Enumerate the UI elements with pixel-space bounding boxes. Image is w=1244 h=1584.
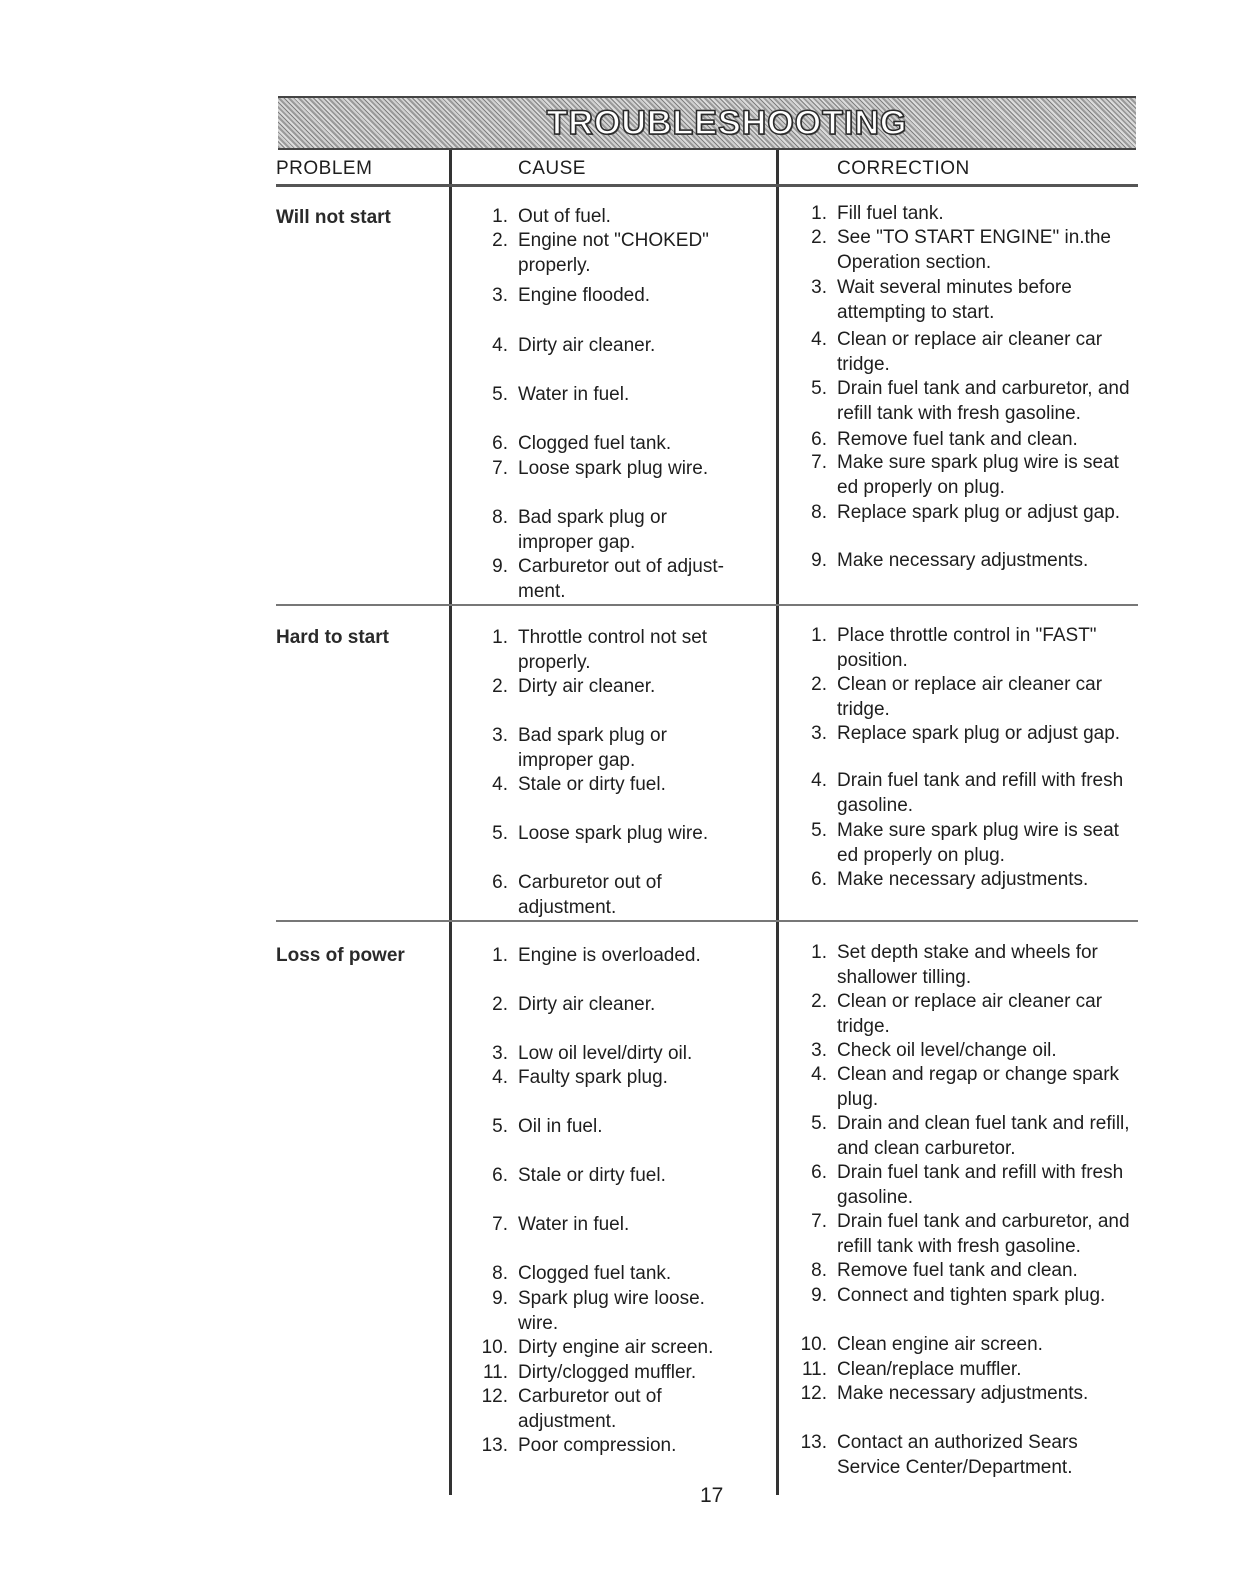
item-text: Dirty engine air screen. — [518, 1337, 714, 1358]
header-cause: CAUSE — [518, 158, 586, 179]
item-text: Stale or dirty fuel. — [518, 1165, 666, 1186]
item-number: 6. — [492, 433, 508, 454]
item-number: 7. — [492, 458, 508, 479]
item-number: 4. — [492, 774, 508, 795]
item-text: Connect and tighten spark plug. — [837, 1285, 1106, 1306]
item-number: 5. — [492, 823, 508, 844]
item-text: Low oil level/dirty oil. — [518, 1043, 693, 1064]
item-number: 8. — [492, 1263, 508, 1284]
item-text: See "TO START ENGINE" in.the Operation section. — [837, 227, 1111, 273]
item-text: Contact an authorized Sears Service Center/Department. — [837, 1432, 1078, 1478]
item-text: Loose spark plug wire. — [518, 458, 709, 479]
item-number: 6. — [811, 429, 827, 450]
item-number: 4. — [811, 329, 827, 350]
item-text: Fill fuel tank. — [837, 203, 944, 224]
item-number: 13. — [481, 1435, 508, 1456]
item-text: Clean or replace air cleaner car tridge. — [837, 991, 1103, 1037]
item-text: Engine not "CHOKED" properly. — [518, 230, 709, 276]
item-text: Place throttle control in "FAST" position. — [837, 625, 1097, 671]
item-text: Engine is overloaded. — [518, 945, 701, 966]
item-number: 5. — [492, 1116, 508, 1137]
item-text: Check oil level/change oil. — [837, 1040, 1057, 1061]
item-text: Clean engine air screen. — [837, 1334, 1043, 1355]
item-text: Make sure spark plug wire is seat ed properly on plug. — [837, 452, 1119, 498]
item-text: Oil in fuel. — [518, 1116, 603, 1137]
item-text: Make sure spark plug wire is seat ed properly on plug. — [837, 820, 1119, 866]
item-text: Loose spark plug wire. — [518, 823, 709, 844]
page-number: 17 — [700, 1484, 724, 1507]
item-number: 4. — [811, 1064, 827, 1085]
item-number: 1. — [492, 945, 508, 966]
item-number: 8. — [811, 502, 827, 523]
item-text: Make necessary adjustments. — [837, 869, 1089, 890]
item-number: 5. — [811, 1113, 827, 1134]
item-number: 6. — [811, 869, 827, 890]
item-number: 8. — [811, 1260, 827, 1281]
item-text: Replace spark plug or adjust gap. — [837, 502, 1121, 523]
item-text: Remove fuel tank and clean. — [837, 429, 1078, 450]
item-number: 9. — [811, 1285, 827, 1306]
item-number: 4. — [492, 1067, 508, 1088]
item-number: 11. — [801, 1359, 827, 1380]
item-text: Dirty air cleaner. — [518, 994, 656, 1015]
item-text: Poor compression. — [518, 1435, 677, 1456]
item-number: 3. — [492, 1043, 508, 1064]
item-number: 1. — [811, 625, 827, 646]
item-number: 5. — [811, 820, 827, 841]
item-text: Clean or replace air cleaner car tridge. — [837, 674, 1103, 720]
section-divider — [276, 920, 1138, 922]
item-text: Carburetor out of adjustment. — [518, 872, 662, 918]
page-title: TROUBLESHOOTING — [546, 103, 908, 142]
item-text: Water in fuel. — [518, 1214, 630, 1235]
item-number: 2. — [492, 230, 508, 251]
item-number: 6. — [492, 1165, 508, 1186]
item-number: 2. — [492, 994, 508, 1015]
item-text: Set depth stake and wheels for shallower tilling. — [837, 942, 1098, 988]
item-number: 7. — [811, 1211, 827, 1232]
item-text: Make necessary adjustments. — [837, 1383, 1089, 1404]
item-number: 8. — [492, 507, 508, 528]
item-text: Bad spark plug or improper gap. — [518, 725, 667, 771]
item-number: 3. — [811, 1040, 827, 1061]
item-text: Dirty air cleaner. — [518, 335, 656, 356]
item-number: 2. — [811, 991, 827, 1012]
item-number: 1. — [811, 942, 827, 963]
column-divider-left — [449, 150, 452, 1495]
item-text: Carburetor out of adjustment. — [518, 1386, 662, 1432]
item-text: Drain fuel tank and carburetor, and refill tank with fresh gasoline. — [837, 1211, 1130, 1257]
item-number: 12. — [481, 1386, 508, 1407]
item-text: Water in fuel. — [518, 384, 630, 405]
item-text: Carburetor out of adjust-ment. — [518, 556, 724, 602]
item-number: 11. — [482, 1362, 508, 1383]
item-number: 5. — [492, 384, 508, 405]
problem-label: Hard to start — [276, 627, 389, 648]
column-divider-right — [776, 150, 779, 1495]
item-number: 10. — [800, 1334, 827, 1355]
item-text: Clean/replace muffler. — [837, 1359, 1022, 1380]
item-text: Engine flooded. — [518, 285, 651, 306]
item-text: Clogged fuel tank. — [518, 1263, 672, 1284]
item-number: 9. — [492, 1288, 508, 1309]
header-problem: PROBLEM — [276, 158, 373, 179]
item-number: 9. — [811, 550, 827, 571]
item-text: Out of fuel. — [518, 206, 611, 227]
item-text: Bad spark plug or improper gap. — [518, 507, 667, 553]
item-number: 12. — [800, 1383, 827, 1404]
item-text: Wait several minutes before attempting to start. — [837, 277, 1072, 323]
item-number: 13. — [800, 1432, 827, 1453]
item-text: Clean and regap or change spark plug. — [837, 1064, 1120, 1110]
item-number: 6. — [811, 1162, 827, 1183]
item-number: 3. — [492, 285, 508, 306]
item-number: 10. — [481, 1337, 508, 1358]
item-number: 3. — [492, 725, 508, 746]
item-number: 1. — [492, 206, 508, 227]
item-number: 7. — [492, 1214, 508, 1235]
problem-label: Loss of power — [276, 945, 405, 966]
item-text: Clogged fuel tank. — [518, 433, 672, 454]
item-number: 7. — [811, 452, 827, 473]
item-text: Dirty air cleaner. — [518, 676, 656, 697]
item-number: 9. — [492, 556, 508, 577]
title-banner — [278, 96, 1136, 150]
item-number: 5. — [811, 378, 827, 399]
item-number: 2. — [811, 227, 827, 248]
header-rule — [276, 184, 1138, 187]
item-text: Drain fuel tank and carburetor, and refill tank with fresh gasoline. — [837, 378, 1130, 424]
section-divider — [276, 604, 1138, 606]
item-text: Drain fuel tank and refill with fresh gasoline. — [837, 770, 1124, 816]
item-number: 1. — [492, 627, 508, 648]
item-number: 3. — [811, 277, 827, 298]
item-text: Remove fuel tank and clean. — [837, 1260, 1078, 1281]
item-text: Make necessary adjustments. — [837, 550, 1089, 571]
problem-label: Will not start — [276, 207, 391, 228]
item-number: 6. — [492, 872, 508, 893]
item-text: Spark plug wire loose. wire. — [518, 1288, 705, 1334]
item-number: 4. — [492, 335, 508, 356]
item-text: Clean or replace air cleaner car tridge. — [837, 329, 1103, 375]
header-correction: CORRECTION — [837, 158, 970, 179]
item-text: Dirty/clogged muffler. — [518, 1362, 697, 1383]
item-text: Drain fuel tank and refill with fresh gasoline. — [837, 1162, 1124, 1208]
item-text: Drain and clean fuel tank and refill, and clean carburetor. — [837, 1113, 1130, 1159]
item-number: 2. — [492, 676, 508, 697]
item-text: Throttle control not set properly. — [518, 627, 708, 673]
item-number: 2. — [811, 674, 827, 695]
item-text: Stale or dirty fuel. — [518, 774, 666, 795]
item-number: 3. — [811, 723, 827, 744]
item-text: Faulty spark plug. — [518, 1067, 668, 1088]
item-number: 4. — [811, 770, 827, 791]
item-number: 1. — [811, 203, 827, 224]
item-text: Replace spark plug or adjust gap. — [837, 723, 1121, 744]
